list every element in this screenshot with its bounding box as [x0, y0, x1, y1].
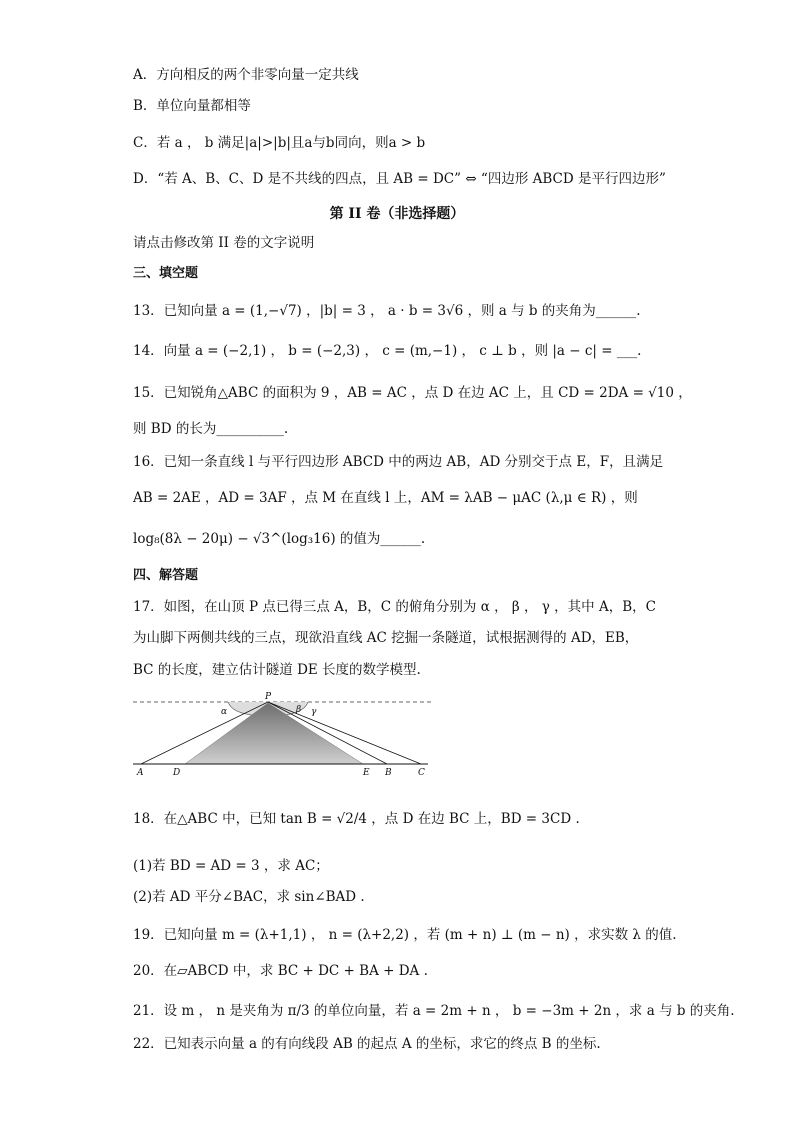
label-a: A: [137, 768, 144, 778]
question-14: 14．向量 a = (−2,1) ， b = (−2,3) ， c = (m,−1) ， c ⊥ b ，则 |a − c| = ___.: [133, 343, 642, 359]
question-16-line3: log₈(8λ − 20μ) − √3^(log₃16) 的值为______.: [133, 531, 426, 547]
question-16-line2: AB = 2AE ，AD = 3AF ，点 M 在直线 l 上，AM = λAB − μAC (λ,μ ∈ R) ，则: [133, 490, 638, 506]
question-22: 22．已知表示向量 a 的有向线段 AB 的起点 A 的坐标，求它的终点 B 的坐标.: [133, 1036, 601, 1052]
option-b: B．单位向量都相等: [133, 98, 251, 114]
part-ii-title: 第 II 卷（非选择题）: [329, 206, 465, 222]
label-b: B: [385, 768, 392, 778]
question-16-line1: 16．已知一条直线 l 与平行四边形 ABCD 中的两边 AB，AD 分别交于点 E，F，且满足: [133, 454, 664, 470]
question-18-part2: (2)若 AD 平分∠BAC，求 sin∠BAD .: [133, 889, 365, 905]
question-18-line1: 18．在△ABC 中，已知 tan B = √2/4 ，点 D 在边 BC 上，BD = 3CD .: [133, 811, 580, 827]
label-e: E: [363, 768, 370, 778]
label-alpha: α: [221, 707, 228, 717]
question-17-line1: 17．如图，在山顶 P 点已得三点 A，B，C 的俯角分别为 α ， β ， γ ，其中 A，B，C: [133, 599, 656, 615]
question-17-line2: 为山脚下两侧共线的三点，现欲沿直线 AC 挖掘一条隧道，试根据测得的 AD，EB，: [133, 630, 639, 646]
mountain-shape: [185, 703, 363, 764]
question-21: 21．设 m ， n 是夹角为 π/3 的单位向量，若 a = 2m + n ， b = −3m + 2n ，求 a 与 b 的夹角.: [133, 1003, 735, 1019]
mountain-tunnel-figure: [133, 690, 433, 778]
question-20: 20．在▱ABCD 中，求 BC + DC + BA + DA .: [133, 963, 428, 979]
label-d: D: [173, 768, 181, 778]
question-19: 19．已知向量 m = (λ+1,1) ， n = (λ+2,2) ，若 (m + n) ⊥ (m − n) ，求实数 λ 的值.: [133, 927, 677, 943]
label-p: P: [265, 692, 272, 702]
question-18-part1: (1)若 BD = AD = 3 ，求 AC；: [133, 858, 329, 874]
question-15-line1: 15．已知锐角△ABC 的面积为 9 ，AB = AC ，点 D 在边 AC 上，且 CD = 2DA = √10 ，: [133, 385, 692, 401]
label-c: C: [418, 768, 425, 778]
option-c: C．若 a ， b 满足|a|>|b|且a与b同向，则a > b: [133, 135, 426, 151]
part-ii-note: 请点击修改第 II 卷的文字说明: [133, 235, 315, 251]
section-fill-blank-heading: 三、填空题: [133, 266, 199, 281]
label-gamma: γ: [311, 707, 317, 717]
label-beta: β: [296, 705, 302, 715]
option-d: D．“若 A、B、C、D 是不共线的四点，且 AB = DC” ⇔ “四边形 ABCD 是平行四边形”: [133, 171, 666, 187]
question-13: 13．已知向量 a = (1,−√7) ，|b| = 3 ， a · b = 3√6 ，则 a 与 b 的夹角为______.: [133, 303, 641, 319]
question-17-line3: BC 的长度，建立估计隧道 DE 长度的数学模型.: [133, 662, 421, 678]
option-a: A．方向相反的两个非零向量一定共线: [133, 67, 359, 83]
question-15-line2: 则 BD 的长为__________.: [133, 421, 289, 437]
section-answer-heading: 四、解答题: [133, 568, 199, 583]
